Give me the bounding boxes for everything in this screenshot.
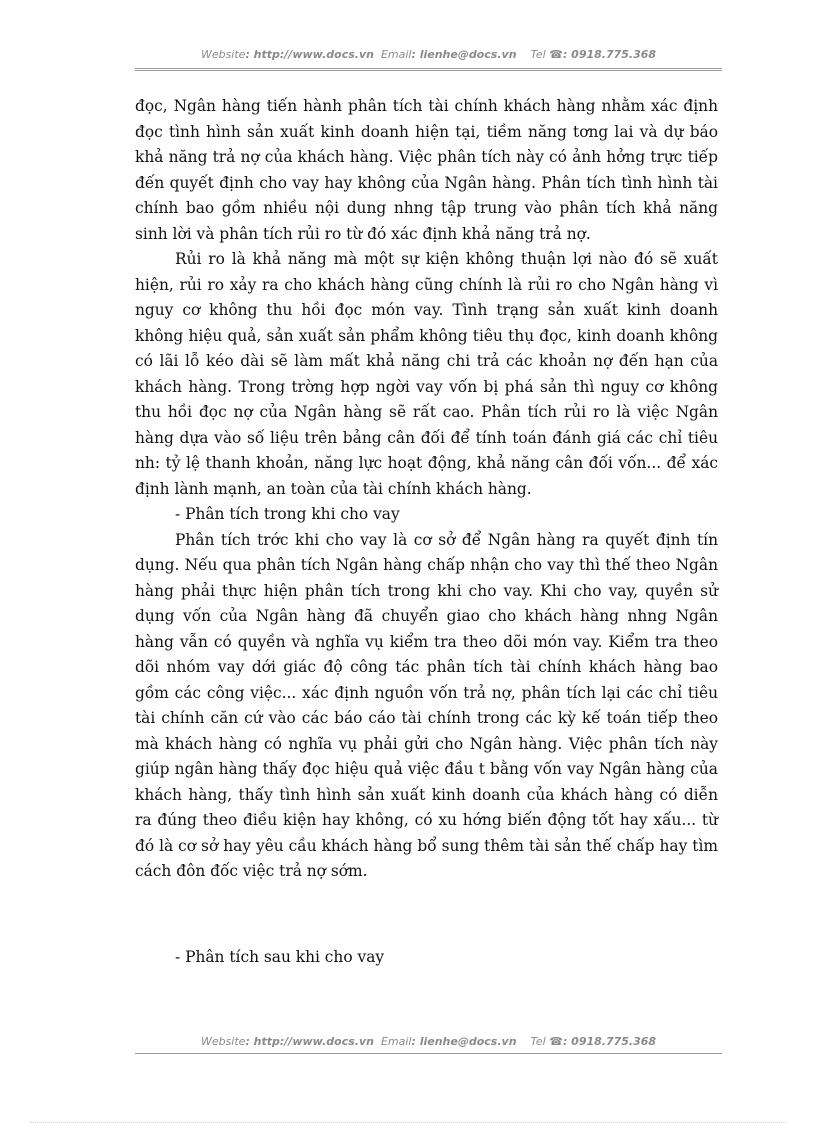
- footer-email-address[interactable]: : lienhe@docs.vn: [411, 1035, 517, 1048]
- footer-tel-label: Tel: [530, 1035, 546, 1048]
- phone-icon: ☎: [549, 1035, 563, 1048]
- phone-icon: ☎: [549, 48, 563, 61]
- footer-rule: [135, 1053, 722, 1054]
- document-body: [135, 94, 718, 970]
- tel-label: Tel: [530, 48, 546, 61]
- tel-number: : 0918.775.368: [562, 48, 657, 61]
- section-heading-during-loan: - Phân tích trong khi cho vay: [175, 505, 400, 523]
- spacer: [135, 885, 718, 945]
- paragraph-3: Phân tích trớc khi cho vay là cơ sở để Ngân hàng ra quyết định tín dụng. Nếu qua phân tích Ngân hàng chấp nhận cho vay thì thế theo Ngân hàng phải thực hiện phân tích trong khi cho vay. Khi cho vay, quyền sử dụng vốn của Ngân hàng đã chuyển giao cho khách hàng nhng Ngân hàng vẫn có quyền và nghĩa vụ kiểm tra theo dõi món vay. Kiểm tra theo dõi nhóm vay dới giác độ công tác phân tích tài chính khách hàng bao gồm các công việc... xác định nguồn vốn trả nợ, phân tích lại các chỉ tiêu tài chính căn cứ vào các báo cáo tài chính trong các kỳ kế toán tiếp theo mà khách hàng có nghĩa vụ phải gửi cho Ngân hàng. Việc phân tích này giúp ngân hàng thấy đọc hiệu quả việc đầu t bằng vốn vay Ngân hàng của khách hàng, thấy tình hình sản xuất kinh doanh của khách hàng có diễn ra đúng theo điều kiện hay không, có xu hớng biến động tốt hay xấu... từ đó là cơ sở hay yêu cầu khách hàng bổ sung thêm tài sản thế chấp hay tìm cách đôn đốc việc trả nợ sớm.: [135, 530, 718, 880]
- page-footer: [135, 1035, 722, 1048]
- section-heading-after-loan: - Phân tích sau khi cho vay: [175, 947, 385, 966]
- paragraph-1: đọc, Ngân hàng tiến hành phân tích tài chính khách hàng nhằm xác định đọc tình hình sản xuất kinh doanh hiện tại, tiềm năng tơng lai và dự báo khả năng trả nợ của khách hàng. Việc phân tích này có ảnh hởng trực tiếp đến quyết định cho vay hay không của Ngân hàng. Phân tích tình hình tài chính bao gồm nhiều nội dung nhng tập trung vào phân tích khả năng sinh lời và phân tích rủi ro từ đó xác định khả năng trả nợ.: [135, 97, 718, 243]
- footer-website-label: Website: [200, 1035, 246, 1048]
- email-label: Email: [380, 48, 412, 61]
- footer-website-url[interactable]: : http://www.docs.vn: [245, 1035, 374, 1048]
- header-rule: [135, 68, 722, 71]
- website-label: Website: [200, 48, 246, 61]
- footer-tel-number: : 0918.775.368: [562, 1035, 657, 1048]
- website-url[interactable]: : http://www.docs.vn: [245, 48, 374, 61]
- page-header: [135, 48, 722, 61]
- email-address[interactable]: : lienhe@docs.vn: [411, 48, 517, 61]
- footer-email-label: Email: [380, 1035, 412, 1048]
- paragraph-2: Rủi ro là khả năng mà một sự kiện không thuận lợi nào đó sẽ xuất hiện, rủi ro xảy ra cho khách hàng cũng chính là rủi ro cho Ngân hàng vì nguy cơ không thu hồi đọc món vay. Tình trạng sản xuất kinh doanh không hiệu quả, sản xuất sản phẩm không tiêu thụ đọc, kinh doanh không có lãi lỗ kéo dài sẽ làm mất khả năng chi trả các khoản nợ đến hạn của khách hàng. Trong trờng hợp ngời vay vốn bị phá sản thì nguy cơ không thu hồi đọc nợ của Ngân hàng sẽ rất cao. Phân tích rủi ro là việc Ngân hàng dựa vào số liệu trên bảng cân đối để tính toán đánh giá các chỉ tiêu nh: tỷ lệ thanh khoản, năng lực hoạt động, khả năng cân đối vốn... để xác định lành mạnh, an toàn của tài chính khách hàng.: [135, 250, 718, 498]
